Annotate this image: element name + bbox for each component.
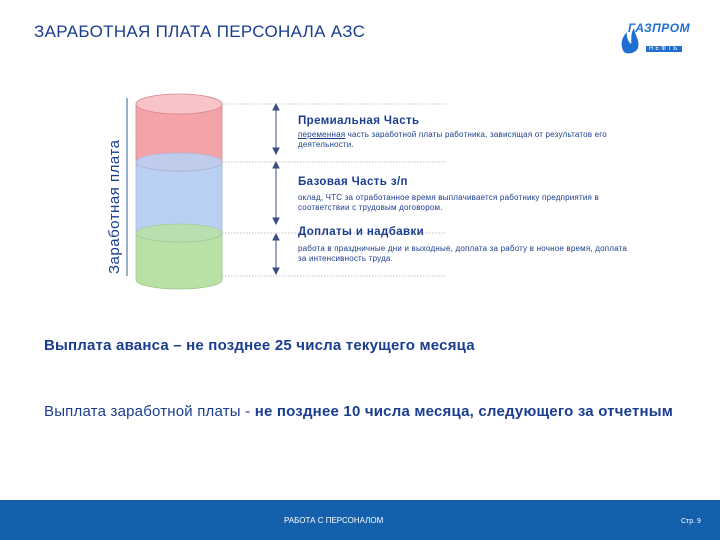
footer-bar xyxy=(0,500,720,540)
cylinder-top xyxy=(136,94,222,114)
extras-desc-text: работа в праздничные дни и выходные, доплата за работу в ночное время, доплата за интенсивность труда. xyxy=(298,244,628,263)
logo-wordmark: ГАЗПРОМ xyxy=(628,21,691,35)
salary-axis-label: Заработная плата xyxy=(106,139,123,274)
base-section-title: Базовая Часть з/п xyxy=(298,176,408,188)
salary-payment-statement: Выплата заработной платы - не позднее 10 числа месяца, следующего за отчетным xyxy=(44,403,674,420)
premium-desc-underlined: переменная xyxy=(298,130,346,139)
logo-subtitle: НЕФТЬ xyxy=(646,46,682,52)
premium-section-title: Премиальная Часть xyxy=(298,115,420,127)
page-number: Стр. 9 xyxy=(681,518,701,525)
advance-payment-statement: Выплата аванса – не позднее 25 числа текущего месяца xyxy=(44,337,475,354)
extras-section-description xyxy=(298,244,628,264)
footer-section-label: РАБОТА С ПЕРСОНАЛОМ xyxy=(284,516,384,525)
base-desc-text: оклад, ЧТС за отработанное время выплачивается работнику предприятия в соответствии с трудовым договором. xyxy=(298,193,599,212)
base-section-description xyxy=(298,193,628,213)
premium-section-description xyxy=(298,130,628,150)
page-title: ЗАРАБОТНАЯ ПЛАТА ПЕРСОНАЛА АЗС xyxy=(34,22,366,41)
extras-section-title: Доплаты и надбавки xyxy=(298,226,425,238)
premium-desc-text: часть заработной платы работника, зависящая от результатов его деятельности. xyxy=(298,130,607,149)
